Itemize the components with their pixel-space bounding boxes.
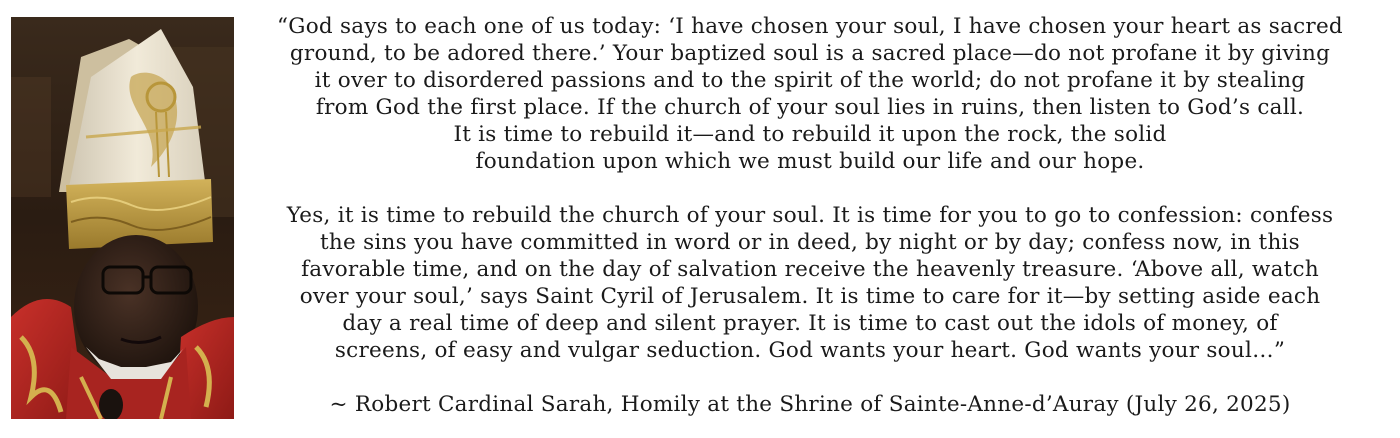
quote-attribution: ~ Robert Cardinal Sarah, Homily at the Shrine of Sainte-Anne-d’Auray (July 26, 2025)	[329, 392, 1291, 417]
quote-line: over your soul,’ says Saint Cyril of Jerusalem. It is time to care for it—by setting aside each	[299, 284, 1321, 309]
quote-line: favorable time, and on the day of salvation receive the heavenly treasure. ‘Above all, watch	[301, 257, 1319, 282]
quote-paragraph-1	[262, 13, 1358, 175]
quote-line: Yes, it is time to rebuild the church of your soul. It is time for you to go to confession: confess	[286, 203, 1334, 228]
quote-line: the sins you have committed in word or in deed, by night or by day; confess now, in this	[320, 230, 1300, 255]
quote-line: it over to disordered passions and to the spirit of the world; do not profane it by stealing	[314, 68, 1306, 93]
quote-line: “God says to each one of us today: ‘I have chosen your soul, I have chosen your heart as sacred	[277, 14, 1343, 39]
portrait-image	[11, 17, 234, 419]
quote-line: from God the first place. If the church of your soul lies in ruins, then listen to God’s call.	[315, 95, 1305, 120]
quote-line: It is time to rebuild it—and to rebuild it upon the rock, the solid	[453, 122, 1167, 147]
quote-paragraph-2	[262, 202, 1358, 364]
quote-line: foundation upon which we must build our life and our hope.	[475, 149, 1145, 174]
paragraph-spacer	[262, 175, 1358, 202]
quote-line: day a real time of deep and silent prayer. It is time to cast out the idols of money, of	[342, 311, 1278, 336]
quote-line: screens, of easy and vulgar seduction. God wants your heart. God wants your soul…”	[334, 338, 1286, 363]
cardinal-portrait	[11, 17, 234, 419]
quote-line: ground, to be adored there.’ Your baptized soul is a sacred place—do not profane it by giving	[289, 41, 1331, 66]
quote-block	[262, 13, 1358, 418]
paragraph-spacer	[262, 364, 1358, 391]
